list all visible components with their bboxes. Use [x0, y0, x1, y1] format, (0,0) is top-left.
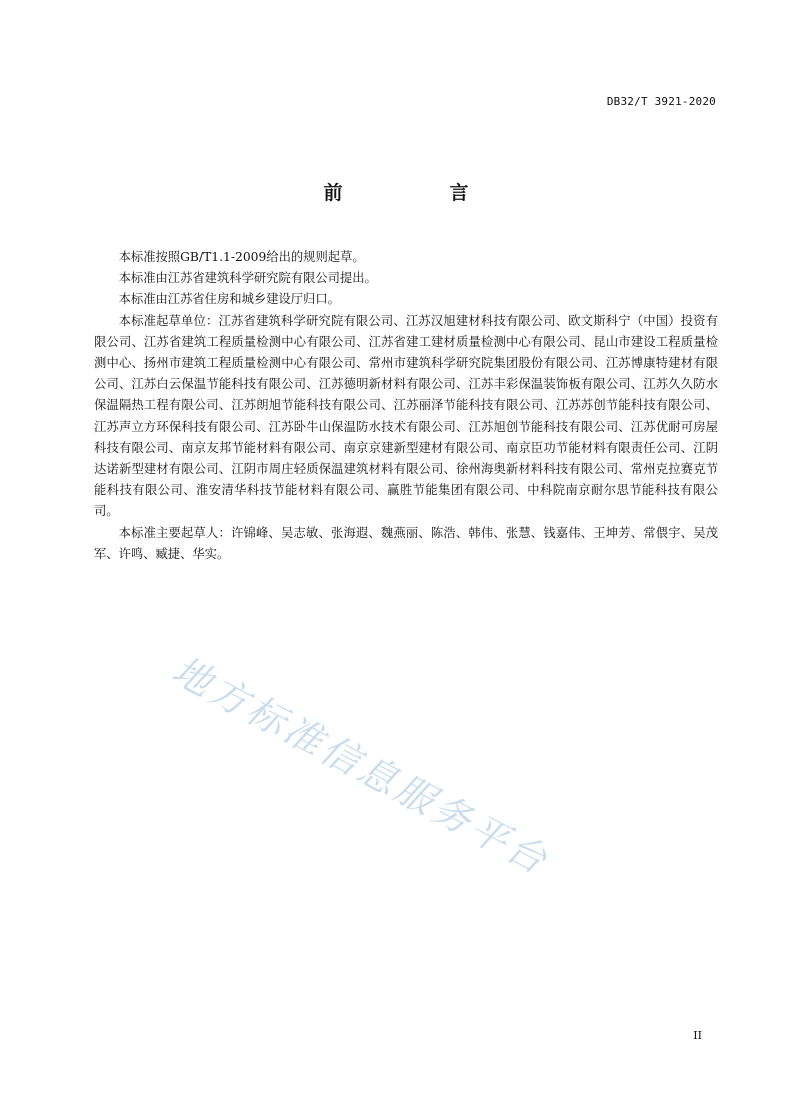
paragraph-proposer: 本标准由江苏省建筑科学研究院有限公司提出。 — [118, 271, 377, 286]
standard-code: DB32/T 3921-2020 — [606, 95, 716, 108]
page-number: II — [693, 1029, 702, 1042]
paragraph-administrator: 本标准由江苏省住房和城乡建设厅归口。 — [118, 292, 340, 307]
paragraph-drafting-rules: 本标准按照GB/T1.1-2009给出的规则起草。 — [118, 250, 365, 264]
preface-body — [94, 247, 718, 565]
paragraph-main-drafters: 本标准主要起草人：许锦峰、吴志敏、张海遐、魏燕丽、陈浩、韩伟、张慧、钱嘉伟、王坤芳、常偎宇、吴茂军、许鸣、臧捷、华实。 — [94, 525, 718, 561]
paragraph-drafting-units: 本标准起草单位：江苏省建筑科学研究院有限公司、江苏汉旭建材科技有限公司、欧文斯科宁（中国）投资有限公司、江苏省建筑工程质量检测中心有限公司、江苏省建工建材质量检测中心有限公司、昆山市建设工程质量检测中心、扬州市建筑工程质量检测中心有限公司、常州市建筑科学研究院集团股份有限公司、江苏博康特建材有限公司、江苏白云保温节能科技有限公司、江苏德明新材料有限公司、江苏丰彩保温装饰板有限公司、江苏久久防水保温隔热工程有限公司、江苏朗旭节能科技有限公司、江苏丽泽节能科技有限公司、江苏苏创节能科技有限公司、江苏声立方环保科技有限公司、江苏卧牛山保温防水技术有限公司、江苏旭创节能科技有限公司、江苏优耐可房屋科技有限公司、南京友邦节能材料有限公司、南京京建新型建材有限公司、南京臣功节能材料有限责任公司、江阴达诺新型建材有限公司、江阴市周庄轻质保温建筑材料有限公司、徐州海奥新材料科技有限公司、常州克拉赛克节能科技有限公司、淮安清华科技节能材料有限公司、赢胜节能集团有限公司、中科院南京耐尔思节能科技有限公司。 — [94, 313, 718, 519]
page-title: 前 言 — [323, 182, 513, 204]
watermark-text: 地方标准信息服务平台 — [165, 647, 557, 884]
